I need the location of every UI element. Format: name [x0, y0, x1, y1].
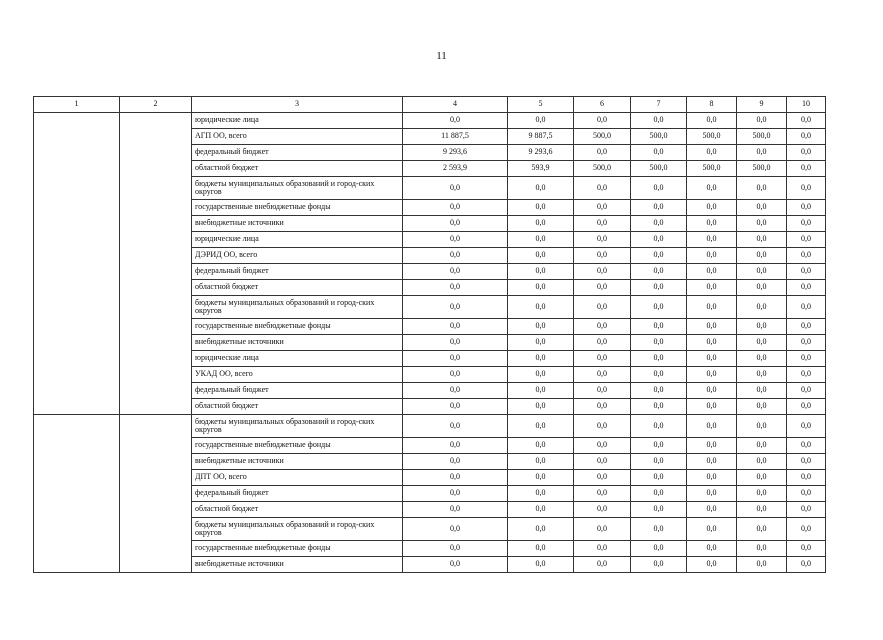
value-cell: 0,0	[574, 541, 631, 557]
value-cell: 0,0	[574, 264, 631, 280]
value-cell: 0,0	[403, 415, 508, 438]
value-cell: 500,0	[574, 129, 631, 145]
value-cell: 0,0	[737, 399, 787, 415]
value-cell: 9 293,6	[403, 145, 508, 161]
value-cell: 0,0	[687, 502, 737, 518]
value-cell: 0,0	[574, 145, 631, 161]
value-cell: 0,0	[631, 113, 687, 129]
value-cell: 0,0	[687, 557, 737, 573]
value-cell: 0,0	[631, 399, 687, 415]
value-cell: 0,0	[403, 335, 508, 351]
value-cell: 0,0	[787, 280, 826, 296]
value-cell: 0,0	[403, 367, 508, 383]
value-cell: 0,0	[403, 216, 508, 232]
value-cell: 0,0	[403, 541, 508, 557]
value-cell: 0,0	[787, 541, 826, 557]
value-cell: 0,0	[737, 486, 787, 502]
value-cell: 9 293,6	[508, 145, 574, 161]
value-cell: 0,0	[508, 502, 574, 518]
value-cell: 0,0	[508, 438, 574, 454]
value-cell: 0,0	[631, 319, 687, 335]
header-cell: 2	[120, 97, 192, 113]
value-cell: 0,0	[508, 557, 574, 573]
value-cell: 0,0	[403, 486, 508, 502]
value-cell: 0,0	[787, 557, 826, 573]
value-cell: 0,0	[687, 486, 737, 502]
value-cell: 0,0	[631, 486, 687, 502]
value-cell: 0,0	[737, 438, 787, 454]
value-cell: 0,0	[787, 264, 826, 280]
value-cell: 0,0	[403, 200, 508, 216]
value-cell: 0,0	[787, 454, 826, 470]
row-label: бюджеты муниципальных образований и город-ских округов	[192, 296, 403, 319]
value-cell: 0,0	[631, 351, 687, 367]
row-label: юридические лица	[192, 232, 403, 248]
row-label: бюджеты муниципальных образований и город-ских округов	[192, 415, 403, 438]
value-cell: 0,0	[737, 541, 787, 557]
row-label: внебюджетные источники	[192, 557, 403, 573]
value-cell: 0,0	[787, 113, 826, 129]
value-cell: 0,0	[787, 145, 826, 161]
value-cell: 0,0	[737, 264, 787, 280]
value-cell: 0,0	[574, 113, 631, 129]
value-cell: 0,0	[631, 248, 687, 264]
value-cell: 2 593,9	[403, 161, 508, 177]
value-cell: 0,0	[787, 415, 826, 438]
value-cell: 0,0	[737, 177, 787, 200]
value-cell: 0,0	[508, 486, 574, 502]
value-cell: 0,0	[574, 200, 631, 216]
value-cell: 0,0	[631, 415, 687, 438]
merged-cell-col2	[120, 415, 192, 573]
value-cell: 0,0	[508, 383, 574, 399]
value-cell: 0,0	[687, 367, 737, 383]
value-cell: 0,0	[687, 470, 737, 486]
value-cell: 0,0	[631, 557, 687, 573]
value-cell: 0,0	[687, 200, 737, 216]
header-cell: 5	[508, 97, 574, 113]
row-label: областной бюджет	[192, 280, 403, 296]
value-cell: 0,0	[574, 296, 631, 319]
value-cell: 0,0	[737, 216, 787, 232]
value-cell: 0,0	[403, 438, 508, 454]
value-cell: 0,0	[508, 319, 574, 335]
value-cell: 0,0	[574, 335, 631, 351]
budget-table	[33, 96, 826, 573]
value-cell: 500,0	[737, 161, 787, 177]
value-cell: 0,0	[687, 335, 737, 351]
header-row	[34, 97, 826, 113]
value-cell: 500,0	[631, 129, 687, 145]
value-cell: 0,0	[508, 399, 574, 415]
value-cell: 0,0	[737, 232, 787, 248]
value-cell: 0,0	[737, 367, 787, 383]
value-cell: 0,0	[574, 486, 631, 502]
value-cell: 0,0	[787, 367, 826, 383]
row-label: федеральный бюджет	[192, 383, 403, 399]
value-cell: 0,0	[787, 177, 826, 200]
value-cell: 0,0	[631, 216, 687, 232]
value-cell: 0,0	[403, 518, 508, 541]
value-cell: 593,9	[508, 161, 574, 177]
value-cell: 0,0	[787, 232, 826, 248]
value-cell: 0,0	[631, 335, 687, 351]
row-label: государственные внебюджетные фонды	[192, 319, 403, 335]
row-label: областной бюджет	[192, 502, 403, 518]
value-cell: 0,0	[737, 415, 787, 438]
value-cell: 0,0	[574, 454, 631, 470]
merged-cell-col1	[34, 415, 120, 573]
value-cell: 0,0	[574, 216, 631, 232]
value-cell: 0,0	[737, 113, 787, 129]
row-label: государственные внебюджетные фонды	[192, 541, 403, 557]
value-cell: 0,0	[403, 264, 508, 280]
row-label: внебюджетные источники	[192, 335, 403, 351]
value-cell: 0,0	[687, 232, 737, 248]
value-cell: 0,0	[508, 280, 574, 296]
value-cell: 0,0	[687, 541, 737, 557]
value-cell: 0,0	[574, 518, 631, 541]
value-cell: 0,0	[508, 454, 574, 470]
value-cell: 0,0	[687, 296, 737, 319]
value-cell: 0,0	[574, 177, 631, 200]
value-cell: 0,0	[787, 216, 826, 232]
value-cell: 500,0	[574, 161, 631, 177]
value-cell: 0,0	[687, 454, 737, 470]
row-label: внебюджетные источники	[192, 454, 403, 470]
value-cell: 0,0	[403, 177, 508, 200]
merged-cell-col2	[120, 113, 192, 415]
value-cell: 0,0	[631, 470, 687, 486]
value-cell: 0,0	[737, 351, 787, 367]
value-cell: 0,0	[403, 351, 508, 367]
value-cell: 0,0	[403, 454, 508, 470]
header-cell: 9	[737, 97, 787, 113]
value-cell: 0,0	[737, 383, 787, 399]
value-cell: 0,0	[403, 319, 508, 335]
value-cell: 0,0	[687, 383, 737, 399]
value-cell: 0,0	[687, 518, 737, 541]
value-cell: 0,0	[508, 296, 574, 319]
value-cell: 500,0	[687, 129, 737, 145]
value-cell: 0,0	[787, 200, 826, 216]
value-cell: 0,0	[737, 280, 787, 296]
value-cell: 0,0	[574, 399, 631, 415]
value-cell: 0,0	[574, 367, 631, 383]
value-cell: 0,0	[403, 248, 508, 264]
value-cell: 0,0	[631, 454, 687, 470]
value-cell: 0,0	[687, 113, 737, 129]
value-cell: 0,0	[787, 383, 826, 399]
value-cell: 0,0	[574, 502, 631, 518]
value-cell: 0,0	[574, 557, 631, 573]
value-cell: 0,0	[508, 248, 574, 264]
value-cell: 0,0	[787, 296, 826, 319]
value-cell: 0,0	[403, 113, 508, 129]
page-number: 11	[436, 50, 447, 62]
value-cell: 0,0	[737, 518, 787, 541]
value-cell: 0,0	[508, 470, 574, 486]
value-cell: 0,0	[631, 264, 687, 280]
value-cell: 11 887,5	[403, 129, 508, 145]
value-cell: 0,0	[631, 145, 687, 161]
value-cell: 0,0	[631, 502, 687, 518]
row-label: юридические лица	[192, 113, 403, 129]
value-cell: 0,0	[787, 399, 826, 415]
value-cell: 0,0	[574, 383, 631, 399]
value-cell: 0,0	[737, 557, 787, 573]
value-cell: 0,0	[403, 280, 508, 296]
value-cell: 0,0	[574, 470, 631, 486]
value-cell: 0,0	[787, 248, 826, 264]
value-cell: 0,0	[403, 383, 508, 399]
value-cell: 0,0	[687, 319, 737, 335]
header-cell: 8	[687, 97, 737, 113]
table-body	[34, 113, 826, 573]
value-cell: 0,0	[574, 415, 631, 438]
value-cell: 0,0	[574, 438, 631, 454]
value-cell: 0,0	[508, 216, 574, 232]
value-cell: 0,0	[787, 518, 826, 541]
value-cell: 0,0	[403, 557, 508, 573]
value-cell: 0,0	[403, 232, 508, 248]
value-cell: 0,0	[631, 367, 687, 383]
value-cell: 0,0	[787, 319, 826, 335]
header-cell: 10	[787, 97, 826, 113]
row-label: юридические лица	[192, 351, 403, 367]
value-cell: 0,0	[687, 399, 737, 415]
value-cell: 0,0	[508, 335, 574, 351]
value-cell: 0,0	[687, 280, 737, 296]
value-cell: 0,0	[737, 454, 787, 470]
row-label: государственные внебюджетные фонды	[192, 200, 403, 216]
value-cell: 0,0	[631, 383, 687, 399]
value-cell: 0,0	[787, 335, 826, 351]
value-cell: 0,0	[574, 319, 631, 335]
value-cell: 0,0	[737, 248, 787, 264]
row-label: бюджеты муниципальных образований и город-ских округов	[192, 518, 403, 541]
value-cell: 0,0	[631, 541, 687, 557]
value-cell: 0,0	[787, 486, 826, 502]
value-cell: 9 887,5	[508, 129, 574, 145]
header-cell: 3	[192, 97, 403, 113]
value-cell: 0,0	[737, 502, 787, 518]
value-cell: 0,0	[508, 200, 574, 216]
value-cell: 0,0	[787, 129, 826, 145]
value-cell: 0,0	[737, 470, 787, 486]
row-label: внебюджетные источники	[192, 216, 403, 232]
value-cell: 0,0	[687, 415, 737, 438]
table-row	[34, 415, 826, 438]
value-cell: 0,0	[787, 438, 826, 454]
row-label: АГП ОО, всего	[192, 129, 403, 145]
value-cell: 0,0	[508, 541, 574, 557]
merged-cell-col1	[34, 113, 120, 415]
value-cell: 500,0	[631, 161, 687, 177]
value-cell: 0,0	[631, 200, 687, 216]
row-label: ДПТ ОО, всего	[192, 470, 403, 486]
row-label: федеральный бюджет	[192, 145, 403, 161]
value-cell: 0,0	[787, 351, 826, 367]
value-cell: 0,0	[574, 280, 631, 296]
value-cell: 0,0	[403, 296, 508, 319]
header-cell: 4	[403, 97, 508, 113]
value-cell: 0,0	[631, 232, 687, 248]
value-cell: 0,0	[687, 438, 737, 454]
value-cell: 0,0	[508, 351, 574, 367]
value-cell: 0,0	[574, 351, 631, 367]
value-cell: 0,0	[508, 113, 574, 129]
value-cell: 0,0	[403, 502, 508, 518]
value-cell: 0,0	[737, 145, 787, 161]
value-cell: 0,0	[787, 502, 826, 518]
value-cell: 0,0	[687, 264, 737, 280]
value-cell: 0,0	[687, 177, 737, 200]
value-cell: 0,0	[687, 145, 737, 161]
value-cell: 0,0	[631, 280, 687, 296]
value-cell: 0,0	[787, 470, 826, 486]
value-cell: 0,0	[631, 177, 687, 200]
value-cell: 0,0	[508, 177, 574, 200]
value-cell: 0,0	[687, 216, 737, 232]
value-cell: 0,0	[508, 232, 574, 248]
header-cell: 7	[631, 97, 687, 113]
value-cell: 0,0	[631, 438, 687, 454]
value-cell: 0,0	[403, 399, 508, 415]
value-cell: 500,0	[737, 129, 787, 145]
value-cell: 0,0	[574, 232, 631, 248]
value-cell: 0,0	[687, 351, 737, 367]
value-cell: 0,0	[631, 518, 687, 541]
header-cell: 6	[574, 97, 631, 113]
value-cell: 0,0	[508, 367, 574, 383]
row-label: федеральный бюджет	[192, 264, 403, 280]
value-cell: 0,0	[787, 161, 826, 177]
row-label: областной бюджет	[192, 399, 403, 415]
value-cell: 0,0	[737, 200, 787, 216]
row-label: бюджеты муниципальных образований и город-ских округов	[192, 177, 403, 200]
value-cell: 0,0	[687, 248, 737, 264]
row-label: федеральный бюджет	[192, 486, 403, 502]
row-label: областной бюджет	[192, 161, 403, 177]
table-row	[34, 113, 826, 129]
row-label: ДЭРИД ОО, всего	[192, 248, 403, 264]
value-cell: 0,0	[574, 248, 631, 264]
row-label: государственные внебюджетные фонды	[192, 438, 403, 454]
value-cell: 0,0	[403, 470, 508, 486]
value-cell: 0,0	[508, 415, 574, 438]
value-cell: 0,0	[631, 296, 687, 319]
value-cell: 0,0	[737, 319, 787, 335]
value-cell: 0,0	[508, 264, 574, 280]
row-label: УКАД ОО, всего	[192, 367, 403, 383]
header-cell: 1	[34, 97, 120, 113]
value-cell: 0,0	[737, 296, 787, 319]
value-cell: 0,0	[737, 335, 787, 351]
value-cell: 500,0	[687, 161, 737, 177]
value-cell: 0,0	[508, 518, 574, 541]
